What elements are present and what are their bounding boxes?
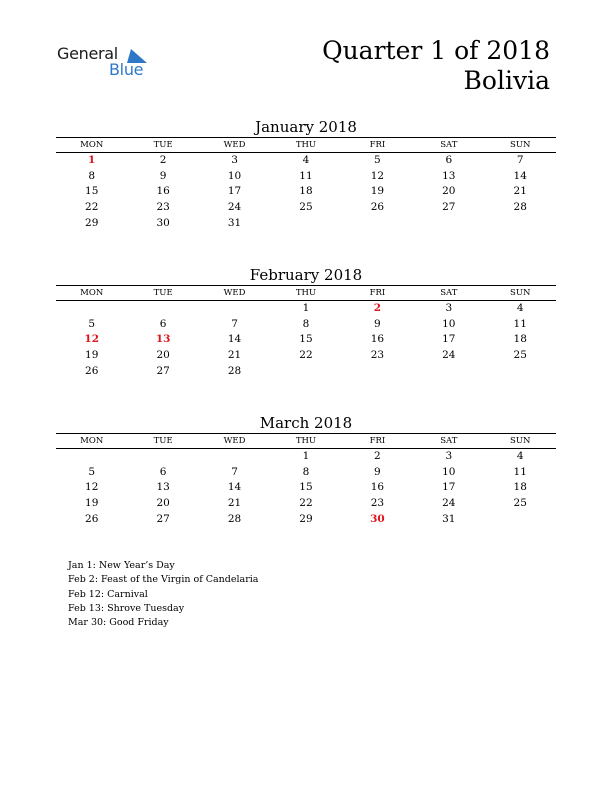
- day-cell: 15: [299, 333, 313, 346]
- day-cell: 22: [299, 497, 313, 510]
- title-quarter: Quarter 1 of 2018: [322, 36, 550, 65]
- weekday-label: TUE: [153, 288, 173, 298]
- day-cell: 16: [156, 185, 170, 198]
- logo: [57, 44, 157, 84]
- holiday-note: Mar 30: Good Friday: [68, 617, 169, 629]
- month-grid: [56, 153, 556, 231]
- day-cell: 15: [85, 185, 99, 198]
- holiday-day-cell: 13: [155, 333, 171, 346]
- day-cell: 18: [299, 185, 313, 198]
- weekday-label: FRI: [369, 140, 386, 150]
- day-cell: 4: [516, 450, 524, 462]
- week-row: [56, 200, 556, 216]
- day-cell: 29: [299, 512, 313, 525]
- weekday-label: FRI: [369, 288, 386, 298]
- day-cell: 28: [513, 201, 527, 214]
- day-cell: 2: [159, 154, 167, 166]
- weekday-header: [56, 433, 556, 449]
- day-cell: 26: [85, 364, 99, 377]
- day-cell: 1: [302, 450, 310, 462]
- day-cell: 13: [156, 481, 170, 494]
- day-cell: 14: [227, 481, 242, 494]
- day-cell: 19: [370, 185, 385, 198]
- day-cell: 10: [442, 317, 456, 330]
- empty-day-cell: [485, 216, 556, 232]
- day-cell: 20: [442, 185, 456, 198]
- weekday-label: THU: [295, 436, 317, 446]
- day-cell: 26: [370, 201, 385, 214]
- day-cell: 8: [302, 465, 310, 478]
- day-cell: 18: [513, 333, 527, 346]
- day-cell: 2: [374, 450, 381, 462]
- day-cell: 31: [227, 216, 242, 229]
- day-cell: 13: [442, 169, 456, 182]
- day-cell: 8: [302, 317, 310, 330]
- weekday-label: THU: [295, 140, 317, 150]
- week-row: [56, 480, 556, 496]
- day-cell: 14: [227, 333, 242, 346]
- day-cell: 24: [442, 497, 456, 510]
- day-cell: 3: [445, 450, 453, 462]
- week-row: [56, 216, 556, 232]
- empty-day-cell: [270, 216, 341, 232]
- day-cell: 12: [85, 481, 99, 494]
- day-cell: 5: [374, 154, 381, 166]
- day-cell: 30: [156, 216, 170, 229]
- day-cell: 25: [513, 497, 527, 510]
- day-cell: 27: [156, 512, 170, 525]
- day-cell: 23: [156, 201, 170, 214]
- week-row: [56, 184, 556, 200]
- week-row: [56, 301, 556, 317]
- holiday-note: Jan 1: New Year’s Day: [68, 560, 175, 571]
- month-title: January 2018: [255, 118, 357, 136]
- day-cell: 4: [302, 154, 310, 166]
- day-cell: 11: [513, 465, 527, 478]
- empty-day-cell: [56, 449, 127, 465]
- holiday-note: Feb 13: Shrove Tuesday: [68, 602, 185, 614]
- day-cell: 20: [156, 497, 170, 510]
- month-title: February 2018: [249, 266, 363, 284]
- holiday-note: Feb 12: Carnival: [68, 588, 148, 600]
- day-cell: 21: [227, 497, 242, 510]
- day-cell: 17: [442, 481, 456, 494]
- week-row: [56, 332, 556, 348]
- empty-day-cell: [342, 216, 413, 232]
- week-row: [56, 465, 556, 481]
- holiday-day-cell: 2: [373, 302, 382, 314]
- month-grid: [56, 301, 556, 379]
- weekday-label: FRI: [369, 436, 386, 446]
- week-row: [56, 449, 556, 465]
- weekday-label: SUN: [510, 436, 531, 446]
- month-march: [56, 413, 556, 527]
- day-cell: 7: [231, 317, 238, 330]
- day-cell: 7: [231, 465, 238, 478]
- day-cell: 25: [513, 349, 527, 362]
- day-cell: 20: [156, 349, 170, 362]
- week-row: [56, 512, 556, 528]
- title-country: Bolivia: [463, 66, 550, 95]
- day-cell: 6: [159, 317, 167, 330]
- month-grid: [56, 449, 556, 527]
- day-cell: 4: [516, 302, 524, 314]
- day-cell: 10: [442, 465, 456, 478]
- month-january: [56, 117, 556, 231]
- empty-day-cell: [270, 364, 341, 380]
- empty-day-cell: [199, 449, 270, 465]
- day-cell: 6: [445, 154, 453, 166]
- empty-day-cell: [413, 216, 484, 232]
- weekday-label: WED: [223, 436, 246, 446]
- day-cell: 28: [227, 364, 242, 377]
- day-cell: 28: [227, 512, 242, 525]
- empty-day-cell: [127, 301, 198, 317]
- day-cell: 23: [370, 349, 385, 362]
- day-cell: 22: [299, 349, 313, 362]
- day-cell: 3: [445, 302, 453, 314]
- holiday-day-cell: 1: [88, 154, 96, 166]
- day-cell: 6: [159, 465, 167, 478]
- day-cell: 9: [374, 465, 381, 478]
- day-cell: 21: [227, 349, 242, 362]
- weekday-label: WED: [223, 288, 246, 298]
- week-row: [56, 364, 556, 380]
- day-cell: 29: [85, 216, 99, 229]
- empty-day-cell: [56, 301, 127, 317]
- weekday-label: MON: [80, 288, 104, 298]
- logo-text-general: General: [57, 44, 118, 63]
- page-title: [322, 36, 550, 96]
- empty-day-cell: [342, 364, 413, 380]
- day-cell: 9: [159, 169, 167, 182]
- holiday-notes: [68, 559, 258, 630]
- day-cell: 3: [231, 154, 238, 166]
- day-cell: 1: [302, 302, 310, 314]
- empty-day-cell: [485, 512, 556, 528]
- day-cell: 25: [299, 201, 313, 214]
- holiday-day-cell: 12: [84, 333, 100, 346]
- day-cell: 7: [516, 154, 524, 166]
- month-title: March 2018: [259, 414, 353, 432]
- day-cell: 14: [513, 169, 527, 182]
- week-row: [56, 153, 556, 169]
- empty-day-cell: [127, 449, 198, 465]
- week-row: [56, 317, 556, 333]
- month-february: [56, 265, 556, 379]
- day-cell: 17: [227, 185, 242, 198]
- weekday-label: TUE: [153, 140, 173, 150]
- day-cell: 21: [513, 185, 527, 198]
- day-cell: 15: [299, 481, 313, 494]
- logo-text-blue: Blue: [109, 60, 144, 79]
- weekday-label: SAT: [440, 140, 458, 150]
- day-cell: 10: [227, 169, 242, 182]
- weekday-label: THU: [295, 288, 317, 298]
- day-cell: 31: [442, 512, 456, 525]
- weekday-label: TUE: [153, 436, 173, 446]
- holiday-day-cell: 30: [370, 512, 385, 525]
- day-cell: 18: [513, 481, 527, 494]
- day-cell: 27: [156, 364, 170, 377]
- weekday-label: WED: [223, 140, 246, 150]
- weekday-header: [56, 285, 556, 301]
- week-row: [56, 169, 556, 185]
- day-cell: 27: [442, 201, 456, 214]
- day-cell: 26: [85, 512, 99, 525]
- day-cell: 16: [370, 481, 385, 494]
- day-cell: 11: [513, 317, 527, 330]
- day-cell: 5: [88, 317, 96, 330]
- weekday-label: SUN: [510, 140, 531, 150]
- weekday-label: SUN: [510, 288, 531, 298]
- day-cell: 19: [85, 497, 99, 510]
- week-row: [56, 348, 556, 364]
- day-cell: 12: [370, 169, 385, 182]
- empty-day-cell: [413, 364, 484, 380]
- day-cell: 22: [85, 201, 99, 214]
- day-cell: 8: [88, 169, 96, 182]
- weekday-label: SAT: [440, 288, 458, 298]
- day-cell: 23: [370, 497, 385, 510]
- weekday-label: SAT: [440, 436, 458, 446]
- day-cell: 16: [370, 333, 385, 346]
- day-cell: 24: [442, 349, 456, 362]
- day-cell: 24: [227, 201, 242, 214]
- day-cell: 19: [85, 349, 99, 362]
- weekday-label: MON: [80, 140, 104, 150]
- day-cell: 17: [442, 333, 456, 346]
- day-cell: 11: [299, 169, 313, 182]
- weekday-header: [56, 137, 556, 153]
- weekday-label: MON: [80, 436, 104, 446]
- week-row: [56, 496, 556, 512]
- day-cell: 5: [88, 465, 96, 478]
- holiday-note: Feb 2: Feast of the Virgin of Candelaria: [68, 574, 259, 586]
- day-cell: 9: [374, 317, 381, 330]
- empty-day-cell: [199, 301, 270, 317]
- empty-day-cell: [485, 364, 556, 380]
